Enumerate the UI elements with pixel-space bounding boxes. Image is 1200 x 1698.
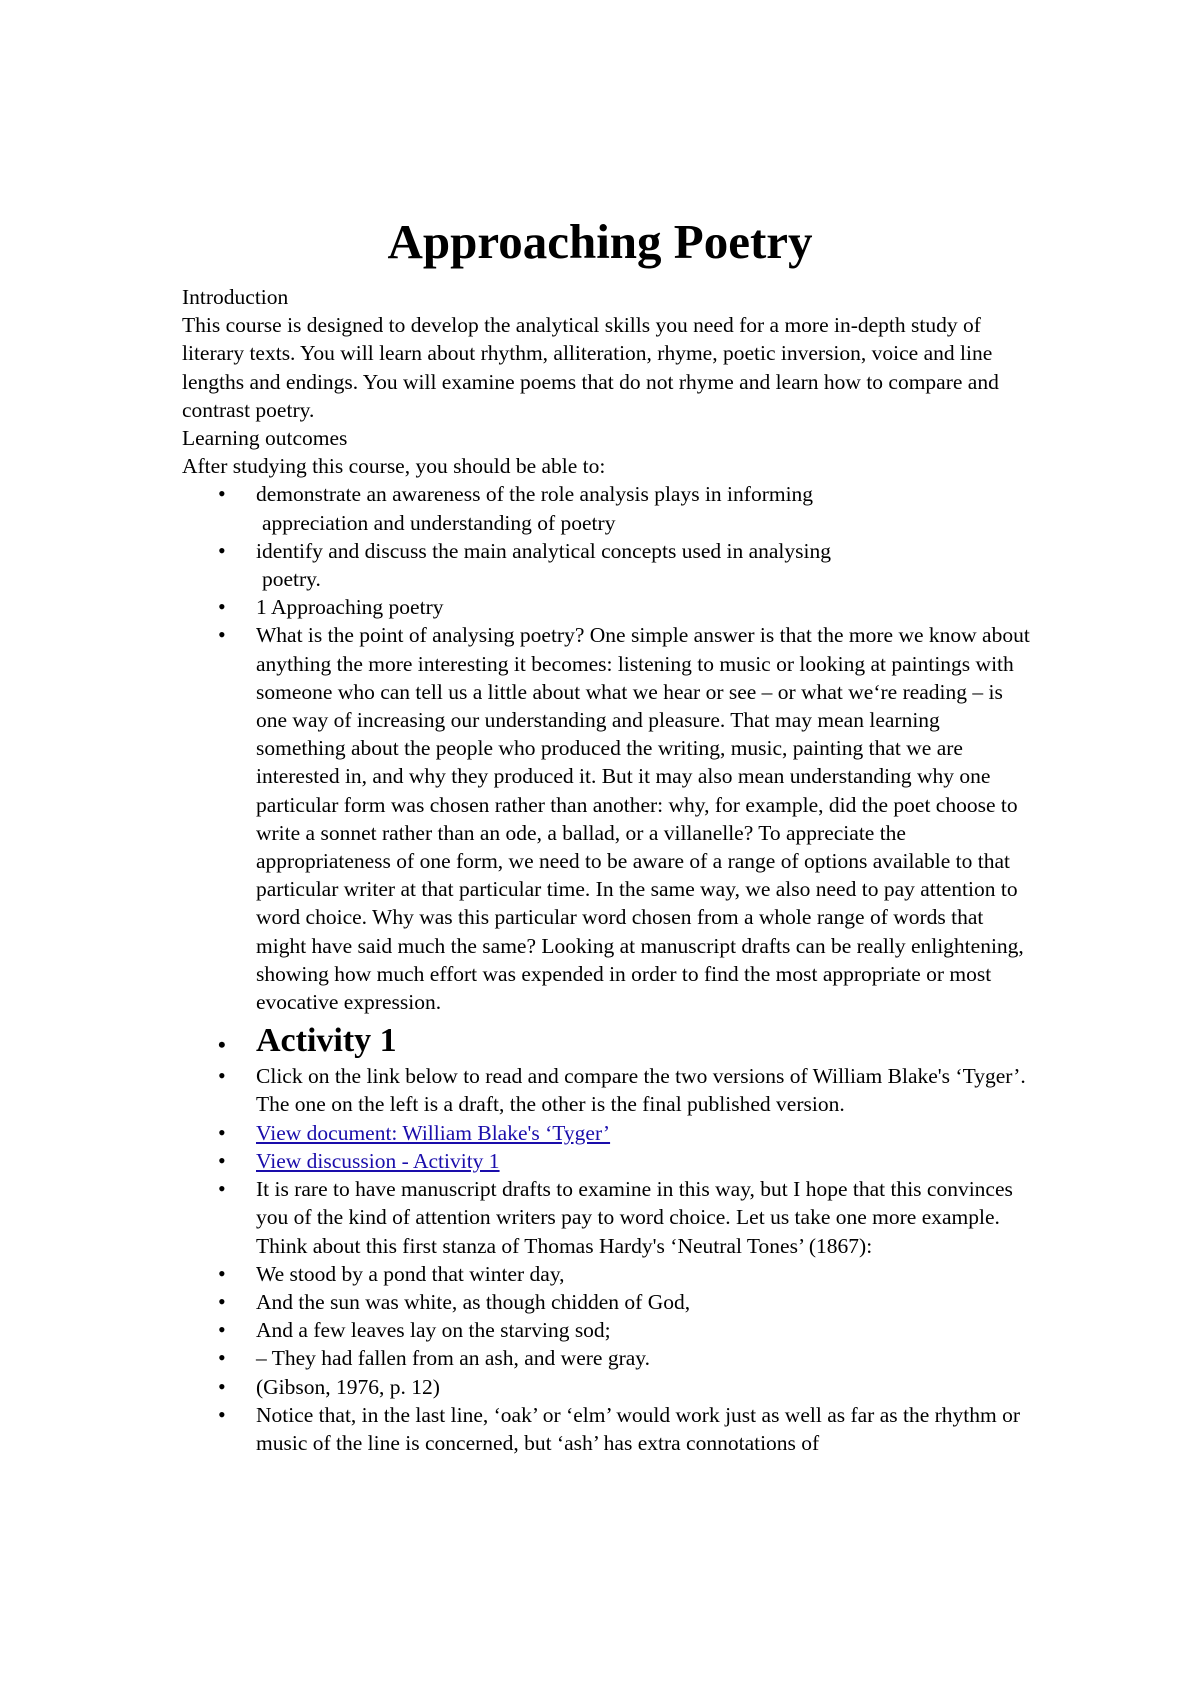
citation: • (Gibson, 1976, p. 12) xyxy=(182,1373,1032,1401)
outcome-line: demonstrate an awareness of the role analysis plays in informing xyxy=(256,482,814,507)
section-title: • 1 Approaching poetry xyxy=(182,593,1032,621)
document-body xyxy=(182,283,1032,1457)
intro-paragraph: This course is designed to develop the analytical skills you need for a more in-depth study of literary texts. You will learn about rhythm, alliteration, rhyme, poetic inversion, voice and line lengths and endings. You will examine poems that do not rhyme and learn how to compare and contrast poetry. xyxy=(182,313,999,422)
outcome-line: identify and discuss the main analytical concepts used in analysing xyxy=(256,538,831,563)
outcomes-lead: After studying this course, you should be able to: xyxy=(182,454,606,479)
section-paragraph: • What is the point of analysing poetry? One simple answer is that the more we know about anything the more interesting it becomes: listening to music or looking at paintings with someone who can tell us a little about what we hear or see – or what we‘re reading – is one way of increasing our understanding and pleasure. That may mean learning something about the people who produced the writing, music, painting that we are interested in, and why they produced it. But it may also mean understanding why one particular form was chosen rather than another: why, for example, did the poet choose to write a sonnet rather than an ode, a ballad, or a villanelle? To appreciate the appropriateness of one form, we need to be aware of a range of options available to that particular writer at that particular time. In the same way, we also need to pay attention to word choice. Why was this particular word chosen from a whole range of words that might have said much the same? Looking at manuscript drafts can be really enlightening, showing how much effort was expended in order to find the most appropriate or most evocative expression. xyxy=(182,621,1032,1016)
poem-line: • We stood by a pond that winter day, xyxy=(182,1260,1032,1288)
list-item xyxy=(182,480,1032,536)
activity-instructions: • Click on the link below to read and compare the two versions of William Blake's ‘Tyger’. The one on the left is a draft, the other is the final published version. xyxy=(182,1062,1032,1118)
content-list xyxy=(182,480,1032,1457)
view-discussion-link[interactable]: View discussion - Activity 1 xyxy=(256,1148,500,1173)
poem-line: • – They had fallen from an ash, and were gray. xyxy=(182,1344,1032,1372)
intro-heading: Introduction xyxy=(182,285,289,309)
poem-line: • And a few leaves lay on the starving sod; xyxy=(182,1316,1032,1344)
notice-paragraph: • Notice that, in the last line, ‘oak’ or ‘elm’ would work just as well as far as the rhythm or music of the line is concerned, but ‘ash’ has extra connotations of xyxy=(182,1401,1032,1457)
outcome-line: poetry. xyxy=(262,567,321,592)
outcome-line: appreciation and understanding of poetry xyxy=(262,510,616,535)
view-document-link[interactable]: View document: William Blake's ‘Tyger’ xyxy=(256,1120,611,1145)
list-item xyxy=(182,537,1032,593)
page-title: Approaching Poetry xyxy=(387,214,813,269)
outcomes-heading: Learning outcomes xyxy=(182,426,348,451)
poem-line: • And the sun was white, as though chidden of God, xyxy=(182,1288,1032,1316)
list-item xyxy=(182,1119,1032,1147)
list-item xyxy=(182,1147,1032,1175)
rare-drafts-paragraph: • It is rare to have manuscript drafts to examine in this way, but I hope that this convinces you of the kind of attention writers pay to word choice. Let us take one more example. Think about this first stanza of Thomas Hardy's ‘Neutral Tones’ (1867): xyxy=(182,1175,1032,1260)
activity-heading: • Activity 1 xyxy=(182,1020,1032,1062)
